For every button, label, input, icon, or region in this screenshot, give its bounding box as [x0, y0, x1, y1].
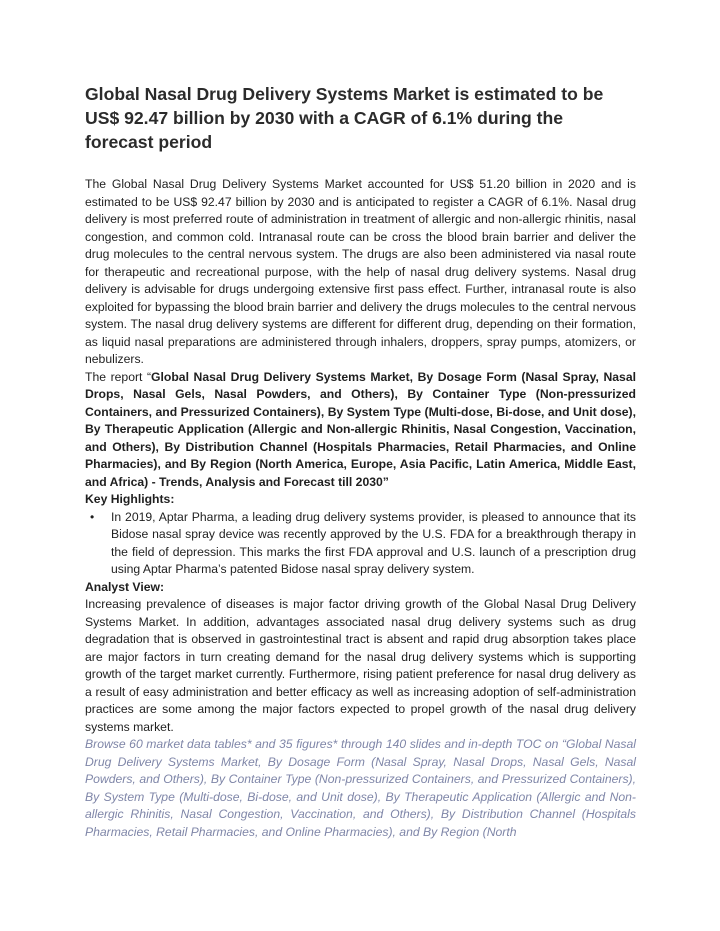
browse-paragraph: Browse 60 market data tables* and 35 figures* through 140 slides and in-depth TOC on “Global Nasal Drug Delivery Systems Market, By Dosage Form (Nasal Spray, Nasal Drops, Nasal Gels, Nasal Powders, and Others), By Container Type (Non-pressurized Containers, and Pressurized Containers), By System Type (Multi-dose, Bi-dose, and Unit dose), By Therapeutic Application (Allergic and Non-allergic Rhinitis, Nasal Congestion, Vaccination, and Others), By Distribution Channel (Hospitals Pharmacies, Retail Pharmacies, and Online Pharmacies), and By Region (North [85, 737, 636, 839]
key-highlights-heading: Key Highlights: [85, 492, 175, 506]
key-highlights-list [85, 509, 636, 579]
report-title: Global Nasal Drug Delivery Systems Market, By Dosage Form (Nasal Spray, Nasal Drops, Nasal Gels, Nasal Powders, and Others), By Container Type (Non-pressurized Containers, and Pressurized Containers), By System Type (Multi-dose, Bi-dose, and Unit dose), By Therapeutic Application (Allergic and Non-allergic Rhinitis, Nasal Congestion, Vaccination, and Others), By Distribution Channel (Hospitals Pharmacies, Retail Pharmacies, and Online Pharmacies), and By Region (North America, Europe, Asia Pacific, Latin America, Middle East, and Africa) - Trends, Analysis and Forecast till 2030” [85, 369, 636, 489]
document-body [85, 176, 636, 841]
document-page [85, 82, 636, 841]
page-title: Global Nasal Drug Delivery Systems Market is estimated to be US$ 92.47 billion by 2030 with a CAGR of 6.1% during the forecast period [85, 84, 604, 152]
highlight-text: In 2019, Aptar Pharma, a leading drug delivery systems provider, is pleased to announce that its Bidose nasal spray device was recently approved by the U.S. FDA for a breakthrough therapy in the field of depression. This marks the first FDA approval and U.S. launch of a prescription drug using Aptar Pharma’s patented Bidose nasal spray delivery system. [111, 509, 636, 576]
intro-paragraph: The Global Nasal Drug Delivery Systems Market accounted for US$ 51.20 billion in 2020 and is estimated to be US$ 92.47 billion by 2030 and is anticipated to register a CAGR of 6.1%. Nasal drug delivery is most preferred route of administration in treatment of allergic and non-allergic rhinitis, nasal congestion, and common cold. Intranasal route can be cross the blood brain barrier and deliver the drug molecules to the central nervous system. The drugs are also been administered via nasal route for therapeutic and recreational purpose, with the help of nasal drug delivery systems. Nasal drug delivery is advisable for drugs undergoing extensive first pass effect. Further, intranasal route is also exploited for bypassing the blood brain barrier and delivery the drugs molecules to the central nervous system. The nasal drug delivery systems are different for different drug, depending on their formation, as liquid nasal preparations are administered through inhalers, droppers, spray pumps, atomizers, or nebulizers. [85, 177, 636, 366]
list-item [90, 509, 636, 579]
analyst-view-heading: Analyst View: [85, 579, 165, 594]
bullet-icon: • [90, 509, 95, 524]
report-paragraph [85, 369, 636, 492]
analyst-view-paragraph: Increasing prevalence of diseases is major factor driving growth of the Global Nasal Drug Delivery Systems Market. In addition, advantages associated nasal drug delivery systems such as drug degradation that is observed in gastrointestinal tract is absent and rapid drug absorption takes place are major factors in turn creating demand for the nasal drug delivery systems which is supporting growth of the target market currently. Furthermore, rising patient preference for nasal drug delivery as a result of easy administration and better efficacy as well as increasing adoption of self-administration practices are some among the major factors expected to propel growth of the nasal drug delivery systems market. [85, 597, 636, 734]
report-prefix: The report “ [85, 369, 152, 384]
